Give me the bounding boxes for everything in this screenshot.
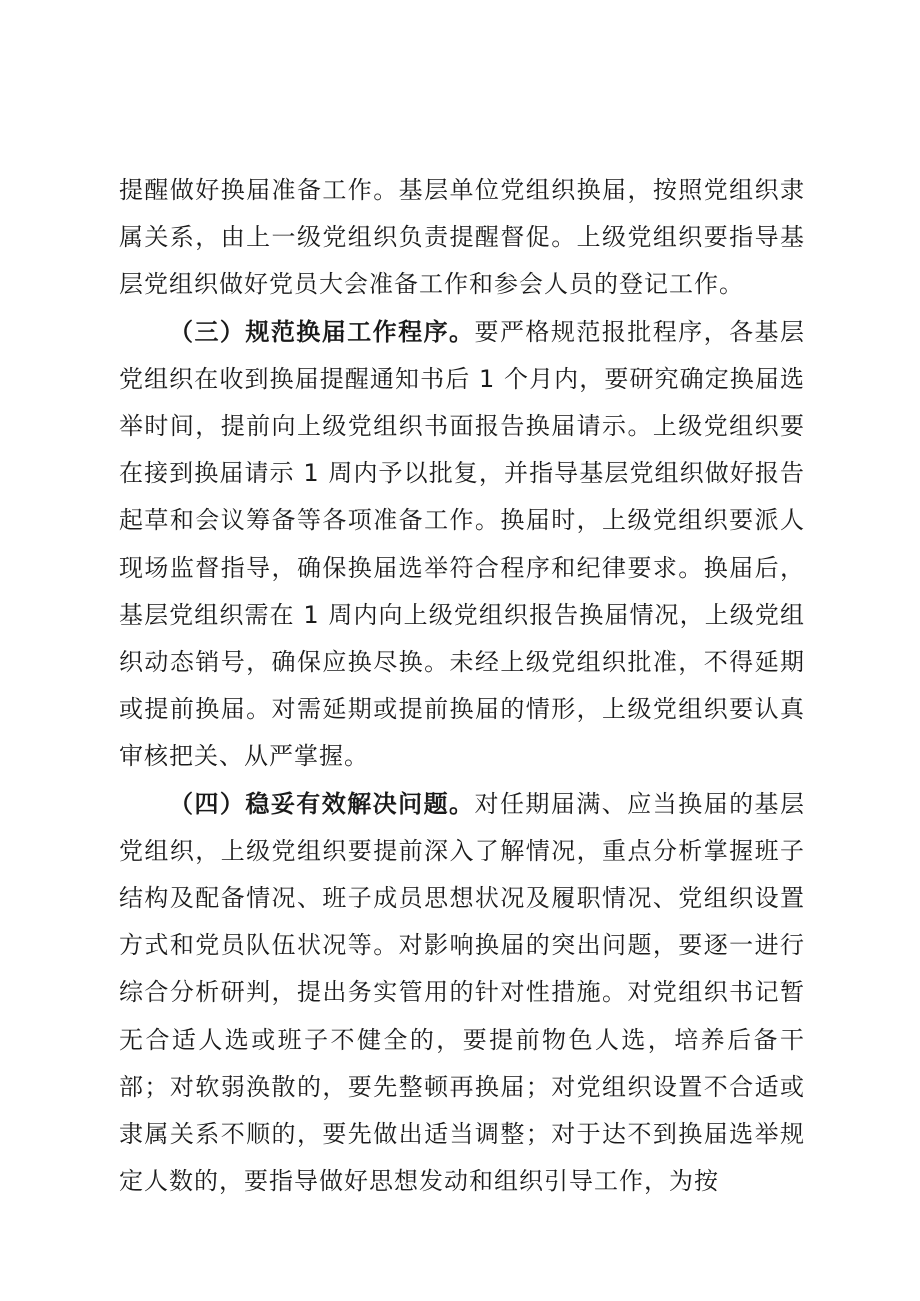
paragraph-section-4 (119, 781, 805, 1206)
section-4-text: 对任期届满、应当换届的基层党组织，上级党组织要提前深入了解情况，重点分析掌握班子结构及配备情况、班子成员思想状况及履职情况、党组织设置方式和党员队伍状况等。对影响换届的突出问题，要逐一进行综合分析研判，提出务实管用的针对性措施。对党组织书记暂无合适人选或班子不健全的，要提前物色人选，培养后备干部；对软弱涣散的，要先整顿再换届；对党组织设置不合适或隶属关系不顺的，要先做出适当调整；对于达不到换届选举规定人数的，要指导做好思想发动和组织引导工作，为按 (119, 789, 805, 1196)
paragraph-1-text: 提醒做好换届准备工作。基层单位党组织换届，按照党组织隶属关系，由上一级党组织负责提醒督促。上级党组织要指导基层党组织做好党员大会准备工作和参会人员的登记工作。 (119, 176, 805, 299)
section-3-text: 要严格规范报批程序，各基层党组织在收到换届提醒通知书后 1 个月内，要研究确定换届选举时间，提前向上级党组织书面报告换届请示。上级党组织要在接到换届请示 1 周内予以批复，并指导基层党组织做好报告起草和会议筹备等各项准备工作。换届时，上级党组织要派人现场监督指导，确保换届选举符合程序和纪律要求。换届后，基层党组织需在 1 周内向上级党组织报告换届情况，上级党组织动态销号，确保应换尽换。未经上级党组织批准，不得延期或提前换届。对需延期或提前换届的情形，上级党组织要认真审核把关、从严掌握。 (119, 317, 805, 771)
document-body (119, 167, 805, 1205)
section-4-heading: （四）稳妥有效解决问题。 (169, 789, 475, 818)
paragraph-section-3 (119, 309, 805, 781)
paragraph-continuation (119, 167, 805, 309)
section-3-heading: （三）规范换届工作程序。 (169, 317, 475, 346)
